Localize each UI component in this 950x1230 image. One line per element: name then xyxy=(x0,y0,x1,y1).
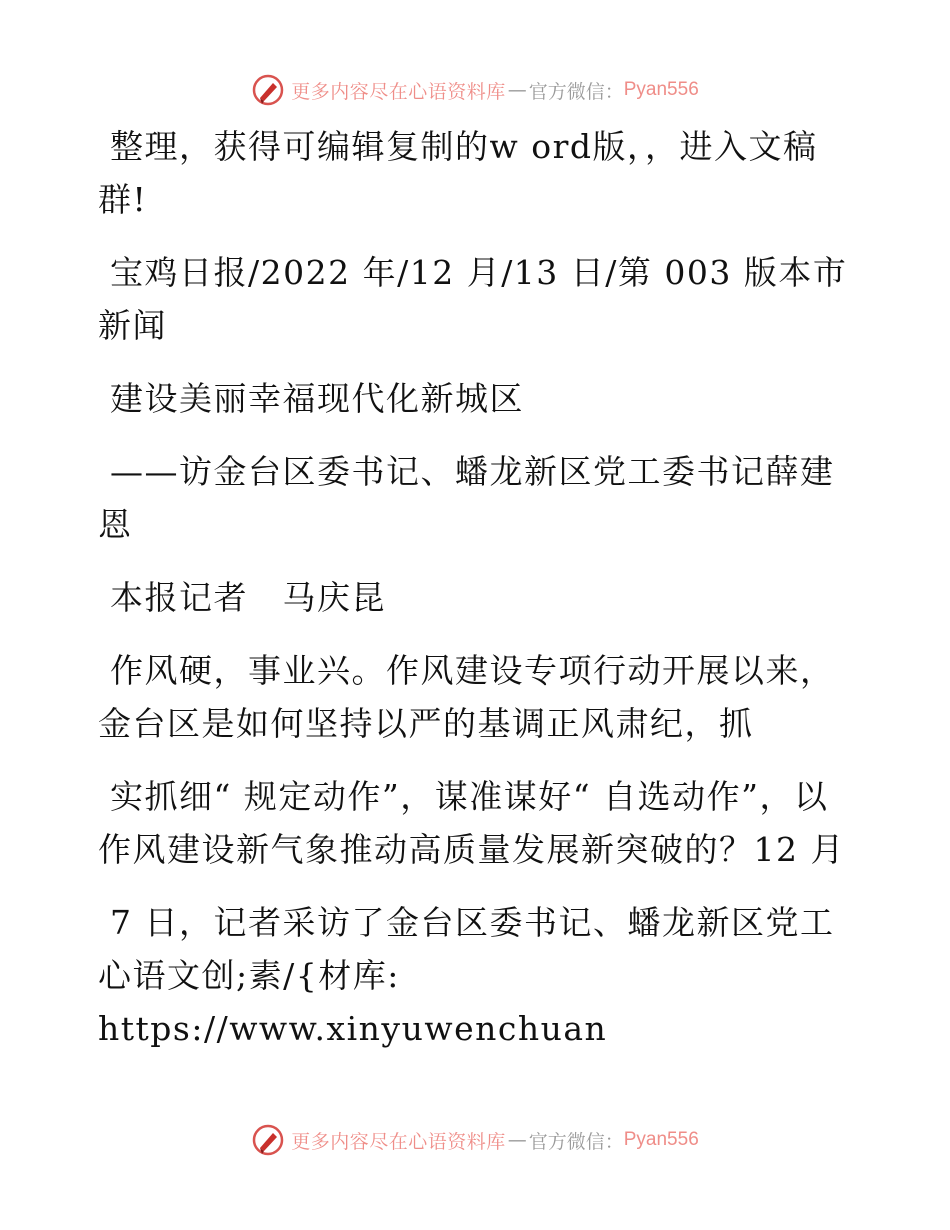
watermark-wechat-label: 官方微信： xyxy=(528,80,624,103)
watermark-wechat-id: Pyan556 xyxy=(623,1129,699,1150)
paragraph-body-1: 作风硬，事业兴。作风建设专项行动开展以来，金台区是如何坚持以严的基调正风肃纪，抓 xyxy=(98,651,835,743)
watermark-site-text: 更多内容尽在心语资料库 xyxy=(291,80,506,103)
watermark-dash: — xyxy=(507,1129,527,1151)
document-body xyxy=(98,120,858,1055)
paragraph-source: 宝鸡日报/2022 年/12 月/13 日/第 003 版本市新闻 xyxy=(98,253,848,345)
article-subtitle: ——访金台区委书记、蟠龙新区党工委书记薛建恩 xyxy=(98,452,835,544)
watermark-wechat-id: Pyan556 xyxy=(623,79,699,100)
watermark-dash: — xyxy=(507,79,527,101)
watermark-site-text: 更多内容尽在心语资料库 xyxy=(291,1130,506,1153)
pen-logo-icon xyxy=(251,73,285,107)
paragraph-body-2: 实抓细“ 规定动作”，谋准谋好“ 自选动作”，以作风建设新气象推动高质量发展新突破的？12 月 xyxy=(98,777,845,869)
paragraph-intro: 整理，获得可编辑复制的w ord版，，进入文稿群! xyxy=(98,127,818,219)
article-title: 建设美丽幸福现代化新城区 xyxy=(98,379,524,418)
watermark-bottom xyxy=(0,1120,950,1160)
watermark-wechat-label: 官方微信： xyxy=(528,1130,624,1153)
watermark-top xyxy=(0,70,950,110)
article-byline: 本报记者 马庆昆 xyxy=(98,578,386,617)
pen-logo-icon xyxy=(251,1123,285,1157)
paragraph-body-3: 7 日，记者采访了金台区委书记、蟠龙新区党工心语文创;素/{材库: https://www.xinyuwenchuan xyxy=(98,903,835,1048)
